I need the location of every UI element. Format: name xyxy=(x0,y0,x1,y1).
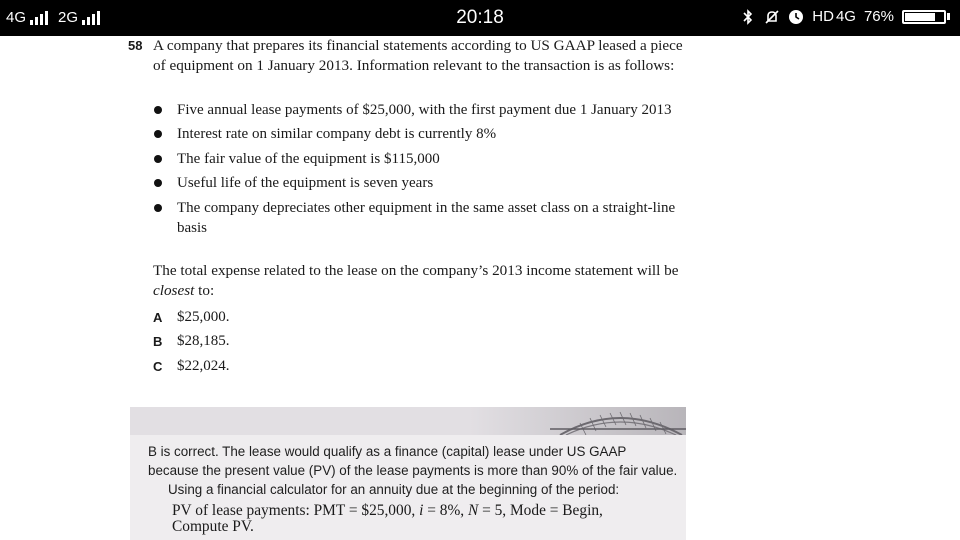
bluetooth-icon xyxy=(740,9,756,25)
list-item: The fair value of the equipment is $115,000 xyxy=(153,149,693,169)
question-stem: The total expense related to the lease on the company’s 2013 income statement will be closest to: xyxy=(153,262,679,299)
clock-icon xyxy=(788,9,804,25)
solution-text xyxy=(148,442,678,499)
question-number: 58 xyxy=(128,38,143,53)
list-item: The company depreciates other equipment in the same asset class on a straight-line basis xyxy=(153,198,693,238)
alarm-off-icon xyxy=(764,9,780,25)
hd-label: HD xyxy=(812,8,834,25)
bullet-icon xyxy=(154,179,162,187)
network-label-1: 4G xyxy=(6,9,27,26)
status-bar xyxy=(0,0,960,36)
network-label-2: 2G xyxy=(58,9,79,26)
pv-line-1: PV of lease payments: PMT = $25,000, i = 8%, N = 5, Mode = Begin, xyxy=(172,502,603,519)
solution-paragraph-2: Using a financial calculator for an annuity due at the beginning of the period: xyxy=(168,482,620,497)
bullet-icon xyxy=(154,130,162,138)
option-a[interactable]: A $25,000. xyxy=(153,308,230,325)
clock-time: 20:18 xyxy=(456,7,504,28)
facts-list xyxy=(153,100,693,242)
network-type: 4G xyxy=(835,8,856,25)
list-item: Useful life of the equipment is seven years xyxy=(153,173,693,193)
question-text: A company that prepares its financial statements according to US GAAP leased a piece of equipment on 1 January 2013. Information relevant to the transaction is as follows: xyxy=(153,37,683,74)
status-icons xyxy=(740,8,950,25)
answer-options xyxy=(153,305,453,379)
list-item: Five annual lease payments of $25,000, with the first payment due 1 January 2013 xyxy=(153,100,693,120)
list-item: Interest rate on similar company debt is currently 8% xyxy=(153,124,693,144)
bullet-icon xyxy=(154,155,162,163)
option-b[interactable]: B $28,185. xyxy=(153,333,230,350)
battery-percentage: 76% xyxy=(863,8,894,25)
bullet-icon xyxy=(154,204,162,212)
option-c[interactable]: C $22,024. xyxy=(153,357,230,374)
bridge-banner-image xyxy=(470,407,686,435)
battery-icon xyxy=(902,10,950,24)
solution-panel xyxy=(130,407,686,540)
stem-emphasis: closest xyxy=(153,282,195,299)
pv-calculation xyxy=(172,503,672,535)
pv-line-2: Compute PV. xyxy=(172,518,254,535)
battery-fill xyxy=(905,13,935,21)
solution-paragraph-1: B is correct. The lease would qualify as a finance (capital) lease under US GAAP because the present value (PV) of the lease payments is more than 90% of the fair value. xyxy=(148,444,678,478)
bullet-icon xyxy=(154,106,162,114)
